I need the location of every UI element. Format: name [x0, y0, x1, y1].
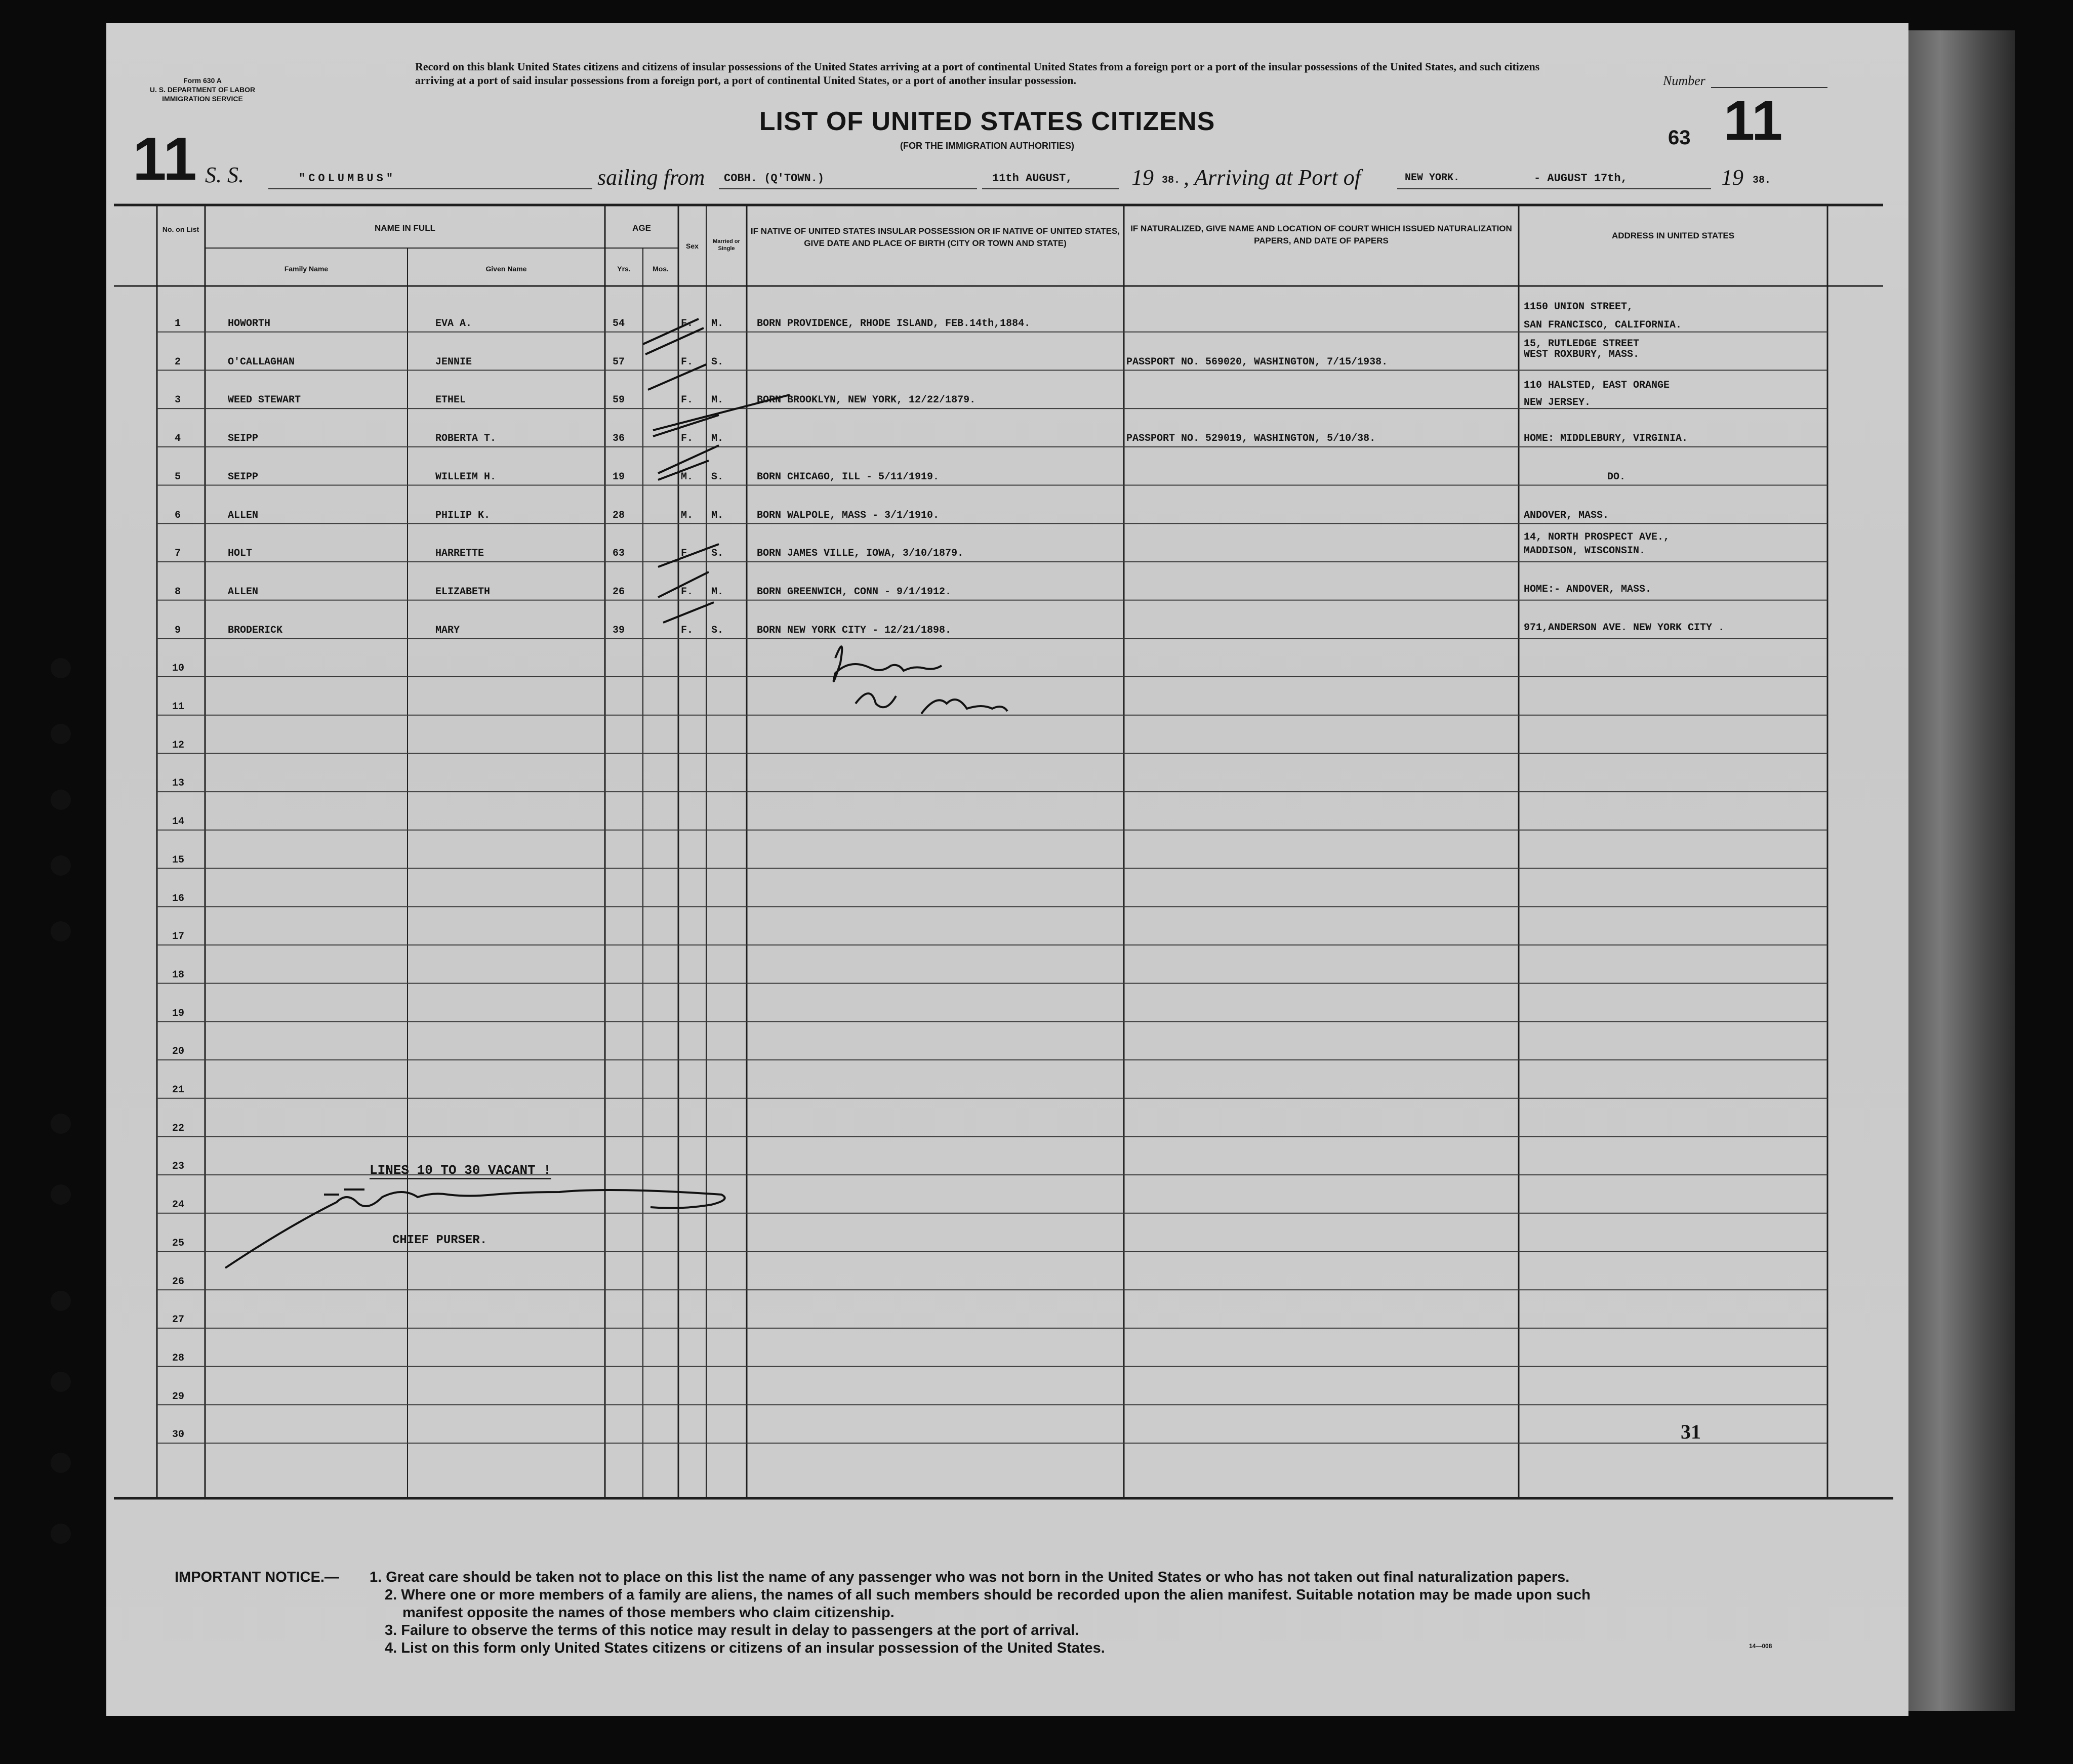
age-years-cell: 39 [613, 624, 625, 636]
instructions-text: Record on this blank United States citizens and citizens of insular possessions of the United States arriving at a port of continental United States from a foreign port or a port of the insular possessions of the United States, and such citizens arriving at a port of said insular possessions from a foreign port, a port of continental United States, or a port of another insular possession. [415, 60, 1540, 87]
purser-signature [225, 1189, 725, 1268]
family-name-cell: BRODERICK [228, 624, 283, 636]
row-number: 16 [172, 892, 185, 905]
address-line: 110 HALSTED, EAST ORANGE [1524, 380, 1670, 391]
address-line: 14, NORTH PROSPECT AVE., [1524, 531, 1670, 543]
row-number: 9 [175, 624, 181, 636]
row-number: 15 [172, 854, 185, 866]
marital-status-cell: M. [711, 433, 724, 445]
birthplace-cell: BORN GREENWICH, CONN - 9/1/1912. [757, 586, 952, 598]
row-number: 12 [172, 739, 185, 751]
notice-item-1: 1. Great care should be taken not to place on this list the name of any passenger who was not born in the United States or who has not taken out final naturalization papers. [370, 1569, 1570, 1585]
notice-label: IMPORTANT NOTICE.— [175, 1569, 339, 1585]
marital-status-cell: M. [711, 586, 724, 598]
service: IMMIGRATION SERVICE [162, 95, 243, 103]
row-number: 26 [172, 1276, 185, 1288]
arriving-label: , Arriving at Port of [1184, 165, 1361, 190]
row-number: 22 [172, 1122, 185, 1134]
sailing-label: sailing from [597, 165, 705, 190]
arriving-year-prefix: 19 [1721, 165, 1743, 190]
family-name-cell: ALLEN [228, 509, 259, 521]
address-cell: HOME: MIDDLEBURY, VIRGINIA. [1524, 433, 1688, 445]
row-number: 27 [172, 1314, 185, 1326]
birthplace-cell: BORN PROVIDENCE, RHODE ISLAND, FEB.14th,1884. [757, 318, 1031, 330]
address-cell: SAN FRANCISCO, CALIFORNIA. [1524, 319, 1682, 331]
col-age-header: AGE [632, 223, 651, 233]
given-name-cell: ETHEL [435, 394, 466, 406]
number-label: Number [1663, 73, 1705, 88]
sex-cell: F. [681, 548, 694, 560]
row-number: 20 [172, 1046, 185, 1058]
row-number: 11 [172, 701, 185, 713]
row-number: 28 [172, 1352, 185, 1364]
sex-cell: F. [681, 433, 694, 445]
family-name-cell: O'CALLAGHAN [228, 356, 295, 368]
marital-status-cell: S. [711, 624, 724, 636]
address-cell: DO. [1607, 471, 1626, 483]
address-line: 1150 UNION STREET, [1524, 301, 1634, 313]
col-native-header: IF NATIVE OF UNITED STATES INSULAR POSSESSION OR IF NATIVE OF UNITED STATES, GIVE DATE AND PLACE OF BIRTH (CITY OR TOWN AND STATE) [750, 226, 1120, 248]
sex-cell: F. [681, 356, 694, 368]
col-yrs-header: Yrs. [617, 265, 631, 273]
address-cell: MADDISON, WISCONSIN. [1524, 545, 1646, 557]
row-number: 7 [175, 548, 181, 560]
birthplace-cell: BORN CHICAGO, ILL - 5/11/1919. [757, 471, 940, 483]
birthplace-cell: BORN NEW YORK CITY - 12/21/1898. [757, 624, 952, 636]
arriving-date: - AUGUST 17th, [1534, 172, 1628, 185]
row-number: 30 [172, 1429, 185, 1441]
sailing-from: COBH. (Q'TOWN.) [724, 172, 825, 185]
row-number: 17 [172, 931, 185, 943]
age-years-cell: 57 [613, 356, 625, 368]
row-number: 10 [172, 663, 185, 675]
row-number: 8 [175, 586, 181, 598]
family-name-cell: ALLEN [228, 586, 259, 598]
family-name-cell: WEED STEWART [228, 394, 301, 406]
vacant-note: LINES 10 TO 30 VACANT ! [370, 1163, 551, 1179]
age-years-cell: 63 [613, 548, 625, 560]
left-number: 11 [133, 125, 197, 193]
given-name-cell: PHILIP K. [435, 509, 491, 521]
col-no-header: No. on List [162, 225, 199, 233]
row-number: 23 [172, 1161, 185, 1173]
age-years-cell: 19 [613, 471, 625, 483]
notice-item-2-cont: manifest opposite the names of those members who claim citizenship. [402, 1605, 895, 1621]
age-years-cell: 54 [613, 318, 625, 330]
col-given-header: Given Name [485, 265, 527, 273]
col-name-header: NAME IN FULL [375, 223, 435, 233]
birthplace-cell: BORN BROOKLYN, NEW YORK, 12/22/1879. [757, 394, 976, 406]
given-name-cell: EVA A. [435, 318, 472, 330]
given-name-cell: MARY [435, 624, 460, 636]
marital-status-cell: S. [711, 471, 724, 483]
department: U. S. DEPARTMENT OF LABOR [149, 86, 256, 94]
form-title: LIST OF UNITED STATES CITIZENS [759, 107, 1215, 136]
marital-status-cell: M. [711, 318, 724, 330]
arriving-port: NEW YORK. [1405, 172, 1460, 184]
row-number: 3 [175, 394, 181, 406]
age-years-cell: 28 [613, 509, 625, 521]
sex-cell: F. [681, 318, 694, 330]
family-name-cell: HOLT [228, 548, 253, 560]
age-years-cell: 36 [613, 433, 625, 445]
notice-item-2: 2. Where one or more members of a family are aliens, the names of all such members should be recorded upon the alien manifest. Suitable notation may be made upon such [385, 1587, 1591, 1603]
marital-status-cell: S. [711, 356, 724, 368]
address-cell: HOME:- ANDOVER, MASS. [1524, 583, 1652, 595]
year-suffix: 38. [1162, 175, 1181, 186]
given-name-cell: JENNIE [435, 356, 472, 368]
marital-status-cell: S. [711, 548, 724, 560]
birthplace-cell: BORN JAMES VILLE, IOWA, 3/10/1879. [757, 548, 964, 560]
form-code: 14—008 [1749, 1643, 1772, 1650]
notice-item-4: 4. List on this form only United States citizens or citizens of an insular possession of the United States. [385, 1640, 1105, 1656]
age-years-cell: 26 [613, 586, 625, 598]
address-cell: NEW JERSEY. [1524, 397, 1591, 409]
given-name-cell: WILLEIM H. [435, 471, 497, 483]
row-number: 25 [172, 1237, 185, 1249]
row-number: 1 [175, 318, 181, 330]
row-number: 14 [172, 816, 185, 828]
family-name-cell: HOWORTH [228, 318, 271, 330]
sex-cell: F. [681, 586, 694, 598]
row-number: 19 [172, 1007, 185, 1019]
sex-cell: F. [681, 624, 694, 636]
given-name-cell: ROBERTA T. [435, 433, 497, 445]
address-cell: WEST ROXBURY, MASS. [1524, 348, 1640, 360]
row-number: 18 [172, 969, 185, 981]
number-prefix: 63 [1668, 127, 1691, 149]
row-number: 13 [172, 777, 185, 790]
col-sex-header: Sex [686, 242, 699, 250]
marital-status-cell: M. [711, 394, 724, 406]
marital-status-cell: M. [711, 509, 724, 521]
row-number: 21 [172, 1084, 185, 1096]
arriving-year-suffix: 38. [1753, 175, 1771, 186]
notice-item-3: 3. Failure to observe the terms of this notice may result in delay to passengers at the port of arrival. [385, 1622, 1079, 1638]
row-number: 29 [172, 1390, 185, 1403]
row-number: 5 [175, 471, 181, 483]
chief-purser-label: CHIEF PURSER. [392, 1234, 487, 1247]
ship-name: "COLUMBUS" [299, 172, 396, 185]
sex-cell: M. [681, 509, 694, 521]
sex-cell: F. [681, 394, 694, 406]
row-number: 2 [175, 356, 181, 368]
age-years-cell: 59 [613, 394, 625, 406]
given-name-cell: HARRETTE [435, 548, 484, 560]
family-name-cell: SEIPP [228, 471, 259, 483]
naturalization-cell: PASSPORT NO. 529019, WASHINGTON, 5/10/38. [1126, 433, 1376, 445]
col-address-header: ADDRESS IN UNITED STATES [1611, 231, 1735, 240]
family-name-cell: SEIPP [228, 433, 259, 445]
row-number: 24 [172, 1199, 185, 1211]
form-number: Form 630 A [183, 76, 222, 85]
col-family-header: Family Name [284, 265, 329, 273]
address-line: 15, RUTLEDGE STREET [1524, 338, 1640, 350]
officer-signature [834, 646, 1007, 714]
address-cell: ANDOVER, MASS. [1524, 509, 1609, 521]
year-prefix: 19 [1131, 165, 1154, 190]
col-married-header: Married or Single [713, 238, 740, 252]
given-name-cell: ELIZABETH [435, 586, 491, 598]
sailing-date: 11th AUGUST, [992, 172, 1073, 185]
form-subtitle: (FOR THE IMMIGRATION AUTHORITIES) [900, 141, 1074, 151]
ss-label: S. S. [205, 162, 244, 187]
row-number: 4 [175, 433, 181, 445]
sex-cell: M. [681, 471, 694, 483]
col-mos-header: Mos. [653, 265, 669, 273]
row-number: 6 [175, 509, 181, 521]
address-cell: 971,ANDERSON AVE. NEW YORK CITY . [1524, 622, 1725, 634]
page-number: 31 [1681, 1420, 1701, 1443]
col-naturalized-header: IF NATURALIZED, GIVE NAME AND LOCATION OF COURT WHICH ISSUED NATURALIZATION PAPERS, AND DATE OF PAPERS [1130, 224, 1512, 245]
naturalization-cell: PASSPORT NO. 569020, WASHINGTON, 7/15/1938. [1126, 356, 1388, 368]
number-value: 11 [1724, 90, 1783, 152]
birthplace-cell: BORN WALPOLE, MASS - 3/1/1910. [757, 509, 940, 521]
